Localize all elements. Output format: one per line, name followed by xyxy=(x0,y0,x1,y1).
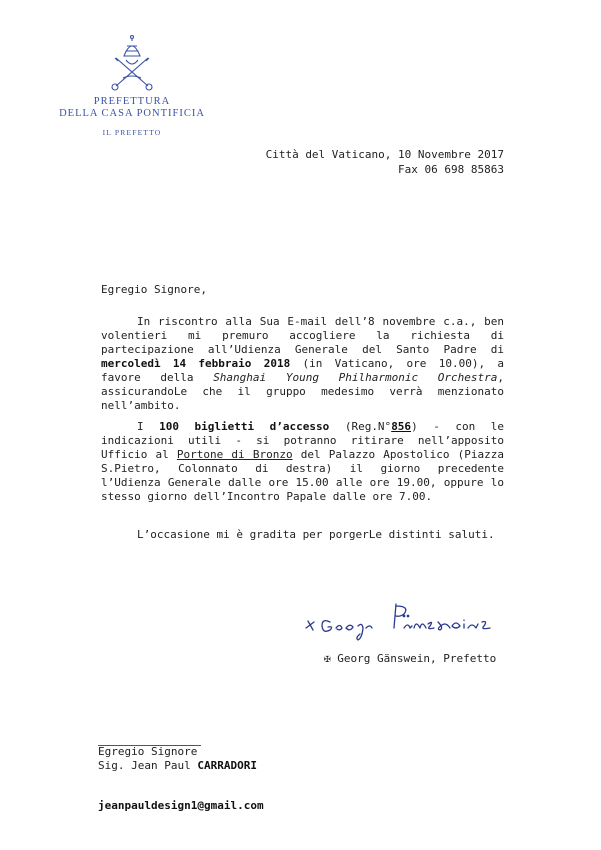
tickets-count: 100 biglietti d’accesso xyxy=(159,420,330,433)
para2-text-0: I xyxy=(137,420,160,433)
para1-text-3: , assicurandoLe che il gruppo medesimo verrà menzionato nell’ambito. xyxy=(101,371,504,412)
salutation: Egregio Signore, xyxy=(101,283,207,296)
letterhead-line-3: IL PREFETTO xyxy=(102,128,162,137)
para2-text-1: (Reg.N° xyxy=(329,420,392,433)
addressee-line-1: Egregio Signore xyxy=(98,745,198,758)
papal-crest-icon xyxy=(106,34,158,92)
closing-line: L’occasione mi è gradita per porgerLe distinti saluti. xyxy=(137,528,495,541)
letterhead-line-2: DELLA CASA PONTIFICIA xyxy=(59,108,205,119)
paragraph-2 xyxy=(101,420,504,504)
para1-text-2: (in Vaticano, ore 10.00), a favore della xyxy=(101,357,504,384)
email-address: jeanpauldesign1@gmail.com xyxy=(98,799,264,812)
para1-text-1: In riscontro alla Sua E-mail dell’8 novembre c.a., ben volentieri mi premuro accogliere la richiesta di partecipazione all’Udienza Generale del Santo Padre di xyxy=(101,315,504,356)
para2-text-3: del Palazzo Apostolico (Piazza S.Pietro, Colonnato di destra) il giorno precedente l’Udienza Generale dalle ore 15.00 alle ore 19.00, oppure lo stesso giorno dell’Incontro Papale dalle ore 7.00. xyxy=(101,448,504,503)
place-date: Città del Vaticano, 10 Novembre 2017 xyxy=(265,148,504,161)
addressee-prefix: Sig. Jean Paul xyxy=(98,759,198,772)
orchestra-name: Shanghai Young Philharmonic Orchestra xyxy=(213,371,498,384)
signer-name: ✠ Georg Gänswein, Prefetto xyxy=(324,652,497,665)
addressee-line-2 xyxy=(98,759,257,773)
para2-text-2: ) - con le indicazioni utili - si potranno ritirare nell’apposito Ufficio al xyxy=(101,420,505,461)
audience-date: mercoledì 14 febbraio 2018 xyxy=(101,357,291,370)
paragraph-1 xyxy=(101,315,504,413)
addressee-surname: CARRADORI xyxy=(197,759,257,772)
fax-number: Fax 06 698 85863 xyxy=(398,163,504,176)
portone-di-bronzo: Portone di Bronzo xyxy=(176,448,293,461)
registration-number: 856 xyxy=(391,420,412,433)
handwritten-signature xyxy=(300,598,510,642)
letterhead-line-1: PREFETTURA xyxy=(93,96,171,107)
